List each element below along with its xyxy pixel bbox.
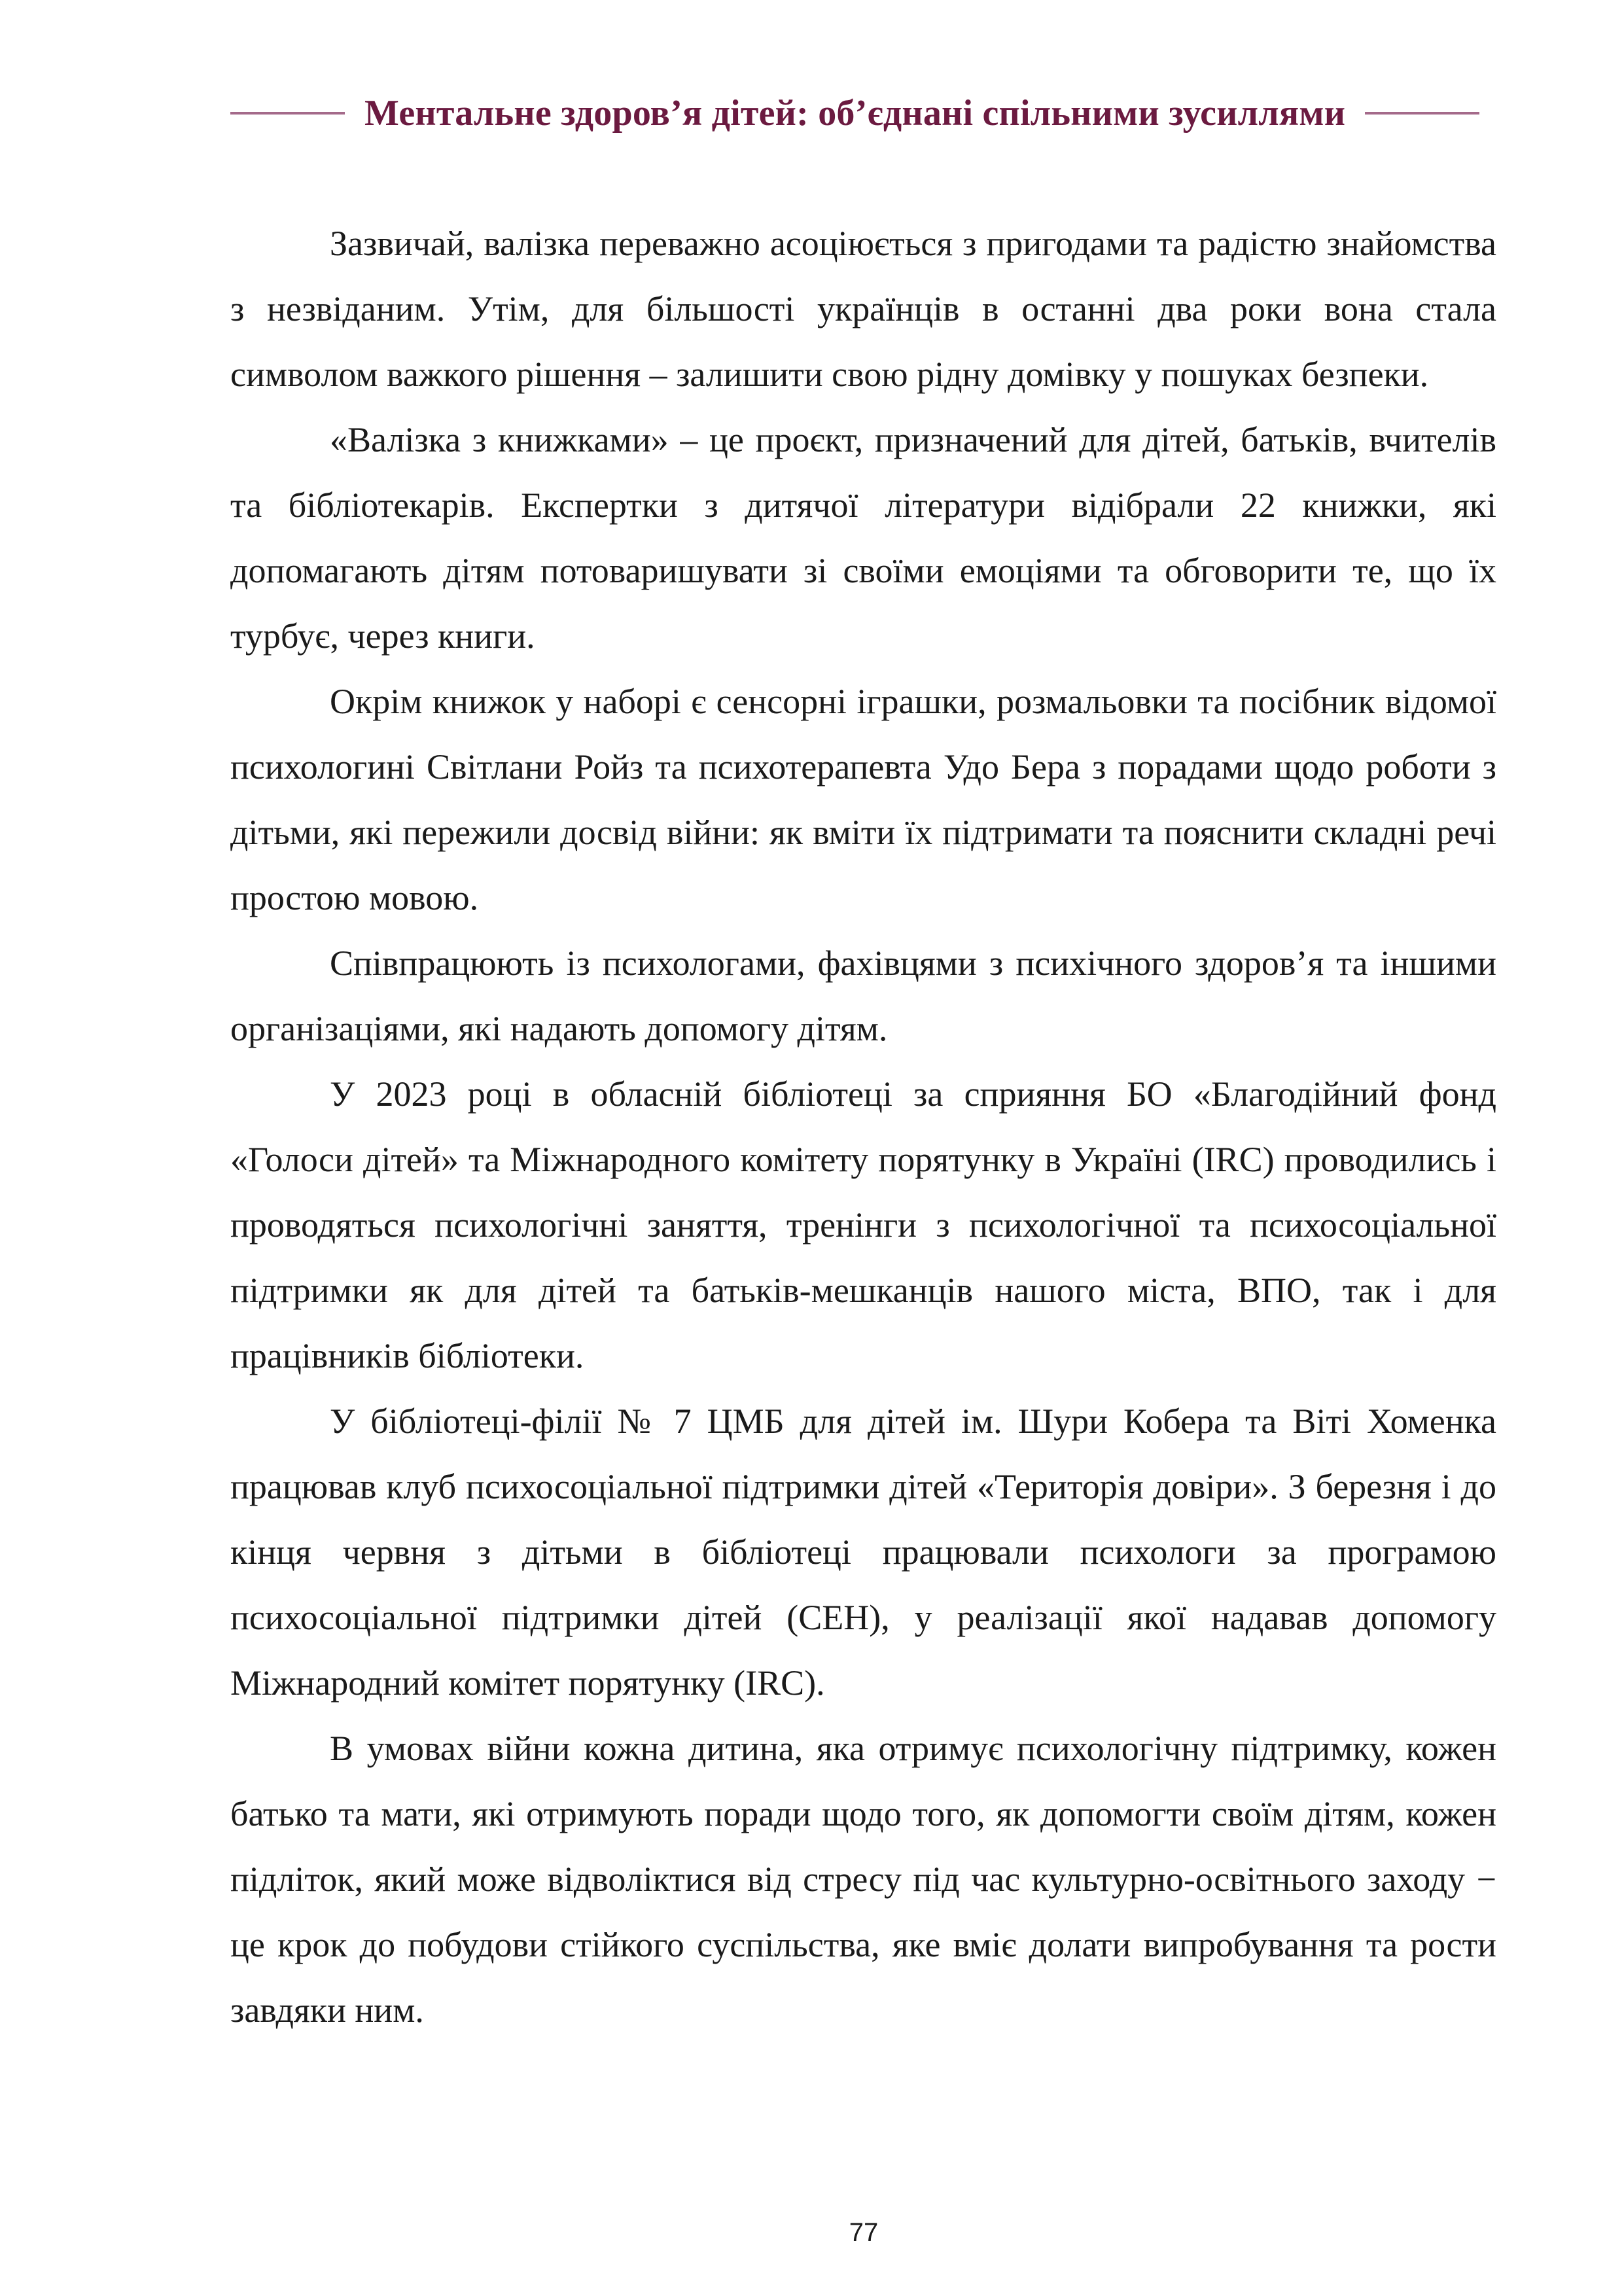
paragraph: У бібліотеці-філії № 7 ЦМБ для дітей ім. Шури Кобера та Віті Хоменка працював клуб психосоціальної підтримки дітей «Територія довіри». З березня і до кінця червня з дітьми в бібліотеці працювали психологи за програмою психосоціальної підтримки дітей (СЕН), у реалізації якої надавав допомогу Міжнародний комітет порятунку (IRC). xyxy=(230,1402,1496,1703)
running-header xyxy=(230,90,1496,136)
paragraph: У 2023 році в обласній бібліотеці за сприяння БО «Благодійний фонд «Голоси дітей» та Міжнародного комітету порятунку в Україні (IRC) проводились і проводяться психологічні заняття, тренінги з психологічної та психосоціальної підтримки як для дітей та батьків-мешканців нашого міста, ВПО, так і для працівників бібліотеки. xyxy=(230,1074,1496,1375)
paragraph: Співпрацюють із психологами, фахівцями з психічного здоров’я та іншими організаціями, які надають допомогу дітям. xyxy=(230,944,1496,1048)
paragraph: Зазвичай, валізка переважно асоціюється з пригодами та радістю знайомства з незвіданим. Утім, для більшості українців в останні два роки вона стала символом важкого рішення – залишити свою рідну домівку у пошуках безпеки. xyxy=(230,224,1496,394)
page-number: 77 xyxy=(849,2218,879,2247)
header-rule-left xyxy=(230,112,345,115)
paragraph: «Валізка з книжками» – це проєкт, призначений для дітей, батьків, вчителів та бібліотекарів. Експертки з дитячої літератури відібрали 22 книжки, які допомагають дітям потоваришувати зі своїми емоціями та обговорити те, що їх турбує, через книги. xyxy=(230,420,1496,656)
paragraph: Окрім книжок у наборі є сенсорні іграшки, розмальовки та посібник відомої психологині Світлани Ройз та психотерапевта Удо Бера з порадами щодо роботи з дітьми, які пережили досвід війни: як вміти їх підтримати та пояснити складні речі простою мовою. xyxy=(230,682,1496,917)
body-text xyxy=(230,211,1496,2043)
header-rule-right xyxy=(1365,112,1479,115)
paragraph: В умовах війни кожна дитина, яка отримує психологічну підтримку, кожен батько та мати, які отримують поради щодо того, як допомогти своїм дітям, кожен підліток, який може відволіктися від стресу під час культурно-освітнього заходу − це крок до побудови стійкого суспільства, яке вміє долати випробування та рости завдяки ним. xyxy=(230,1729,1496,2030)
header-title: Ментальне здоров’я дітей: об’єднані спільними зусиллями xyxy=(364,93,1346,133)
